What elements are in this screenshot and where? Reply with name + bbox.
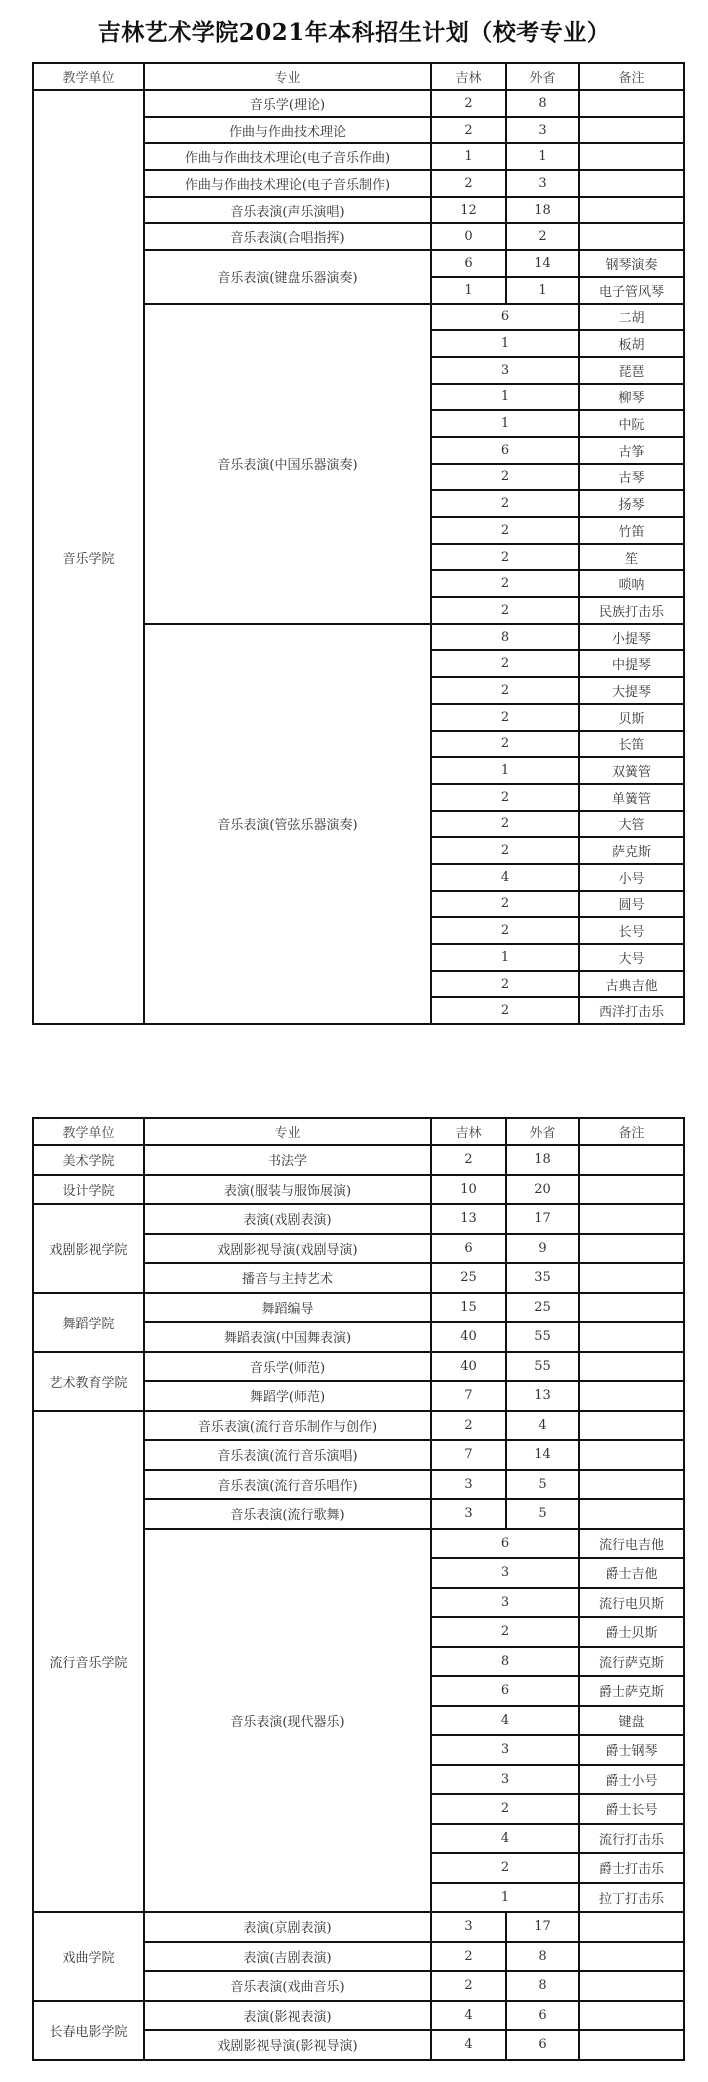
other-province-count: 8 — [506, 90, 579, 117]
major-cell: 作曲与作曲技术理论 — [144, 117, 431, 144]
instrument-note: 流行萨克斯 — [579, 1647, 684, 1677]
note-cell — [579, 1440, 684, 1470]
other-province-count: 3 — [506, 170, 579, 197]
note-cell — [579, 1145, 684, 1175]
other-province-count: 8 — [506, 1942, 579, 1972]
major-cell: 表演(服装与服饰展演) — [144, 1175, 431, 1205]
note-cell — [579, 2030, 684, 2060]
jilin-count: 2 — [431, 1145, 506, 1175]
total-count: 4 — [431, 1706, 579, 1736]
instrument-note: 大提琴 — [579, 677, 684, 704]
instrument-note: 爵士贝斯 — [579, 1617, 684, 1647]
note-cell — [579, 117, 684, 144]
jilin-count: 15 — [431, 1293, 506, 1323]
other-province-count: 5 — [506, 1499, 579, 1529]
note-cell — [579, 223, 684, 250]
jilin-count: 3 — [431, 1499, 506, 1529]
other-province-count: 3 — [506, 117, 579, 144]
major-cell: 表演(戏剧表演) — [144, 1204, 431, 1234]
enrollment-table-other-schools — [32, 1117, 685, 2061]
total-count: 1 — [431, 410, 579, 437]
instrument-note: 扬琴 — [579, 490, 684, 517]
instrument-note: 大管 — [579, 811, 684, 838]
major-cell: 音乐表演(键盘乐器演奏) — [144, 250, 431, 303]
jilin-count: 3 — [431, 1470, 506, 1500]
unit-cell: 音乐学院 — [33, 90, 144, 1024]
instrument-note: 电子管风琴 — [579, 277, 684, 304]
total-count: 2 — [431, 1853, 579, 1883]
unit-cell: 戏曲学院 — [33, 1912, 144, 2001]
note-cell — [579, 1381, 684, 1411]
major-cell: 音乐表演(戏曲音乐) — [144, 1971, 431, 2001]
unit-cell: 戏剧影视学院 — [33, 1204, 144, 1293]
instrument-note: 流行电贝斯 — [579, 1588, 684, 1618]
total-count: 1 — [431, 944, 579, 971]
total-count: 2 — [431, 544, 579, 571]
instrument-note: 流行打击乐 — [579, 1824, 684, 1854]
note-cell — [579, 1942, 684, 1972]
major-cell: 音乐表演(管弦乐器演奏) — [144, 624, 431, 1024]
jilin-count: 2 — [431, 1971, 506, 2001]
total-count: 1 — [431, 384, 579, 411]
other-province-count: 18 — [506, 1145, 579, 1175]
jilin-count: 2 — [431, 1942, 506, 1972]
table-row — [33, 1145, 684, 1175]
total-count: 2 — [431, 597, 579, 624]
note-cell — [579, 1971, 684, 2001]
total-count: 3 — [431, 1588, 579, 1618]
instrument-note: 萨克斯 — [579, 837, 684, 864]
jilin-count: 6 — [431, 250, 506, 277]
note-cell — [579, 1411, 684, 1441]
total-count: 2 — [431, 811, 579, 838]
total-count: 2 — [431, 971, 579, 998]
other-province-count: 9 — [506, 1234, 579, 1264]
total-count: 3 — [431, 1558, 579, 1588]
major-cell: 表演(影视表演) — [144, 2001, 431, 2031]
jilin-count: 6 — [431, 1234, 506, 1264]
note-cell — [579, 1322, 684, 1352]
jilin-count: 40 — [431, 1352, 506, 1382]
jilin-count: 2 — [431, 170, 506, 197]
header-unit: 教学单位 — [33, 63, 144, 90]
other-province-count: 20 — [506, 1175, 579, 1205]
major-cell: 音乐表演(声乐演唱) — [144, 197, 431, 224]
major-cell: 表演(京剧表演) — [144, 1912, 431, 1942]
note-cell — [579, 170, 684, 197]
jilin-count: 2 — [431, 90, 506, 117]
other-province-count: 2 — [506, 223, 579, 250]
major-cell: 音乐学(师范) — [144, 1352, 431, 1382]
total-count: 6 — [431, 1676, 579, 1706]
instrument-note: 古筝 — [579, 437, 684, 464]
header-note: 备注 — [579, 1118, 684, 1145]
major-cell: 播音与主持艺术 — [144, 1263, 431, 1293]
note-cell — [579, 1912, 684, 1942]
instrument-note: 长号 — [579, 917, 684, 944]
instrument-note: 拉丁打击乐 — [579, 1883, 684, 1913]
instrument-note: 大号 — [579, 944, 684, 971]
major-cell: 舞蹈学(师范) — [144, 1381, 431, 1411]
header-jilin: 吉林 — [431, 1118, 506, 1145]
major-cell: 戏剧影视导演(戏剧导演) — [144, 1234, 431, 1264]
page-title: 吉林艺术学院2021年本科招生计划（校考专业） — [97, 19, 611, 46]
total-count: 3 — [431, 1735, 579, 1765]
other-province-count: 35 — [506, 1263, 579, 1293]
total-count: 2 — [431, 704, 579, 731]
instrument-note: 爵士吉他 — [579, 1558, 684, 1588]
major-cell: 舞蹈表演(中国舞表演) — [144, 1322, 431, 1352]
instrument-note: 爵士小号 — [579, 1765, 684, 1795]
total-count: 2 — [431, 731, 579, 758]
total-count: 1 — [431, 330, 579, 357]
total-count: 8 — [431, 1647, 579, 1677]
major-cell: 音乐表演(流行歌舞) — [144, 1499, 431, 1529]
total-count: 2 — [431, 677, 579, 704]
instrument-note: 长笛 — [579, 731, 684, 758]
instrument-note: 柳琴 — [579, 384, 684, 411]
enrollment-table-music — [32, 62, 685, 1025]
major-cell: 音乐表演(现代器乐) — [144, 1529, 431, 1913]
total-count: 3 — [431, 1765, 579, 1795]
major-cell: 音乐表演(流行音乐制作与创作) — [144, 1411, 431, 1441]
major-cell: 音乐学(理论) — [144, 90, 431, 117]
table-row — [33, 1204, 684, 1234]
instrument-note: 竹笛 — [579, 517, 684, 544]
other-province-count: 8 — [506, 1971, 579, 2001]
header-row — [33, 1118, 684, 1145]
unit-cell: 长春电影学院 — [33, 2001, 144, 2060]
header-major: 专业 — [144, 1118, 431, 1145]
total-count: 6 — [431, 437, 579, 464]
major-cell: 作曲与作曲技术理论(电子音乐作曲) — [144, 143, 431, 170]
instrument-note: 小提琴 — [579, 624, 684, 651]
other-province-count: 6 — [506, 2001, 579, 2031]
header-row — [33, 63, 684, 90]
header-major: 专业 — [144, 63, 431, 90]
note-cell — [579, 1352, 684, 1382]
total-count: 1 — [431, 757, 579, 784]
instrument-note: 民族打击乐 — [579, 597, 684, 624]
other-province-count: 25 — [506, 1293, 579, 1323]
other-province-count: 4 — [506, 1411, 579, 1441]
instrument-note: 圆号 — [579, 891, 684, 918]
jilin-count: 40 — [431, 1322, 506, 1352]
total-count: 2 — [431, 784, 579, 811]
note-cell — [579, 143, 684, 170]
unit-cell: 艺术教育学院 — [33, 1352, 144, 1411]
instrument-note: 流行电吉他 — [579, 1529, 684, 1559]
instrument-note: 单簧管 — [579, 784, 684, 811]
total-count: 1 — [431, 1883, 579, 1913]
note-cell — [579, 2001, 684, 2031]
table-row — [33, 90, 684, 117]
other-province-count: 55 — [506, 1352, 579, 1382]
unit-cell: 流行音乐学院 — [33, 1411, 144, 1913]
note-cell — [579, 1293, 684, 1323]
major-cell: 音乐表演(合唱指挥) — [144, 223, 431, 250]
jilin-count: 13 — [431, 1204, 506, 1234]
header-other-province: 外省 — [506, 63, 579, 90]
major-cell: 音乐表演(流行音乐演唱) — [144, 1440, 431, 1470]
total-count: 8 — [431, 624, 579, 651]
instrument-note: 中提琴 — [579, 650, 684, 677]
header-note: 备注 — [579, 63, 684, 90]
major-cell: 舞蹈编导 — [144, 1293, 431, 1323]
note-cell — [579, 1234, 684, 1264]
total-count: 3 — [431, 357, 579, 384]
major-cell: 戏剧影视导演(影视导演) — [144, 2030, 431, 2060]
instrument-note: 古琴 — [579, 464, 684, 491]
note-cell — [579, 1175, 684, 1205]
jilin-count: 7 — [431, 1381, 506, 1411]
jilin-count: 25 — [431, 1263, 506, 1293]
instrument-note: 键盘 — [579, 1706, 684, 1736]
other-province-count: 5 — [506, 1470, 579, 1500]
instrument-note: 爵士长号 — [579, 1794, 684, 1824]
instrument-note: 板胡 — [579, 330, 684, 357]
unit-cell: 设计学院 — [33, 1175, 144, 1205]
other-province-count: 17 — [506, 1204, 579, 1234]
jilin-count: 3 — [431, 1912, 506, 1942]
major-cell: 音乐表演(中国乐器演奏) — [144, 304, 431, 624]
total-count: 2 — [431, 490, 579, 517]
header-unit: 教学单位 — [33, 1118, 144, 1145]
note-cell — [579, 1204, 684, 1234]
major-cell: 表演(吉剧表演) — [144, 1942, 431, 1972]
header-other-province: 外省 — [506, 1118, 579, 1145]
jilin-count: 2 — [431, 117, 506, 144]
instrument-note: 二胡 — [579, 304, 684, 331]
total-count: 4 — [431, 1824, 579, 1854]
instrument-note: 爵士钢琴 — [579, 1735, 684, 1765]
instrument-note: 中阮 — [579, 410, 684, 437]
major-cell: 音乐表演(流行音乐唱作) — [144, 1470, 431, 1500]
table-row — [33, 1411, 684, 1441]
instrument-note: 爵士萨克斯 — [579, 1676, 684, 1706]
instrument-note: 笙 — [579, 544, 684, 571]
table-row — [33, 1175, 684, 1205]
instrument-note: 西洋打击乐 — [579, 997, 684, 1024]
other-province-count: 18 — [506, 197, 579, 224]
note-cell — [579, 1499, 684, 1529]
major-cell: 书法学 — [144, 1145, 431, 1175]
table-row — [33, 1912, 684, 1942]
jilin-count: 7 — [431, 1440, 506, 1470]
instrument-note: 唢呐 — [579, 570, 684, 597]
instrument-note: 贝斯 — [579, 704, 684, 731]
other-province-count: 6 — [506, 2030, 579, 2060]
total-count: 2 — [431, 517, 579, 544]
other-province-count: 14 — [506, 1440, 579, 1470]
note-cell — [579, 197, 684, 224]
unit-cell: 舞蹈学院 — [33, 1293, 144, 1352]
jilin-count: 10 — [431, 1175, 506, 1205]
total-count: 2 — [431, 464, 579, 491]
jilin-count: 1 — [431, 277, 506, 304]
other-province-count: 13 — [506, 1381, 579, 1411]
header-jilin: 吉林 — [431, 63, 506, 90]
total-count: 2 — [431, 891, 579, 918]
note-cell — [579, 1263, 684, 1293]
total-count: 2 — [431, 837, 579, 864]
total-count: 2 — [431, 570, 579, 597]
other-province-count: 1 — [506, 277, 579, 304]
instrument-note: 琵琶 — [579, 357, 684, 384]
unit-cell: 美术学院 — [33, 1145, 144, 1175]
total-count: 4 — [431, 864, 579, 891]
instrument-note: 爵士打击乐 — [579, 1853, 684, 1883]
instrument-note: 钢琴演奏 — [579, 250, 684, 277]
table-row — [33, 1352, 684, 1382]
total-count: 2 — [431, 1794, 579, 1824]
jilin-count: 4 — [431, 2030, 506, 2060]
jilin-count: 0 — [431, 223, 506, 250]
note-cell — [579, 90, 684, 117]
instrument-note: 双簧管 — [579, 757, 684, 784]
instrument-note: 小号 — [579, 864, 684, 891]
total-count: 6 — [431, 1529, 579, 1559]
jilin-count: 2 — [431, 1411, 506, 1441]
other-province-count: 14 — [506, 250, 579, 277]
total-count: 2 — [431, 650, 579, 677]
total-count: 6 — [431, 304, 579, 331]
other-province-count: 1 — [506, 143, 579, 170]
total-count: 2 — [431, 917, 579, 944]
jilin-count: 12 — [431, 197, 506, 224]
note-cell — [579, 1470, 684, 1500]
instrument-note: 古典吉他 — [579, 971, 684, 998]
jilin-count: 1 — [431, 143, 506, 170]
other-province-count: 17 — [506, 1912, 579, 1942]
major-cell: 作曲与作曲技术理论(电子音乐制作) — [144, 170, 431, 197]
other-province-count: 55 — [506, 1322, 579, 1352]
total-count: 2 — [431, 997, 579, 1024]
table-row — [33, 2001, 684, 2031]
table-row — [33, 1293, 684, 1323]
total-count: 2 — [431, 1617, 579, 1647]
jilin-count: 4 — [431, 2001, 506, 2031]
